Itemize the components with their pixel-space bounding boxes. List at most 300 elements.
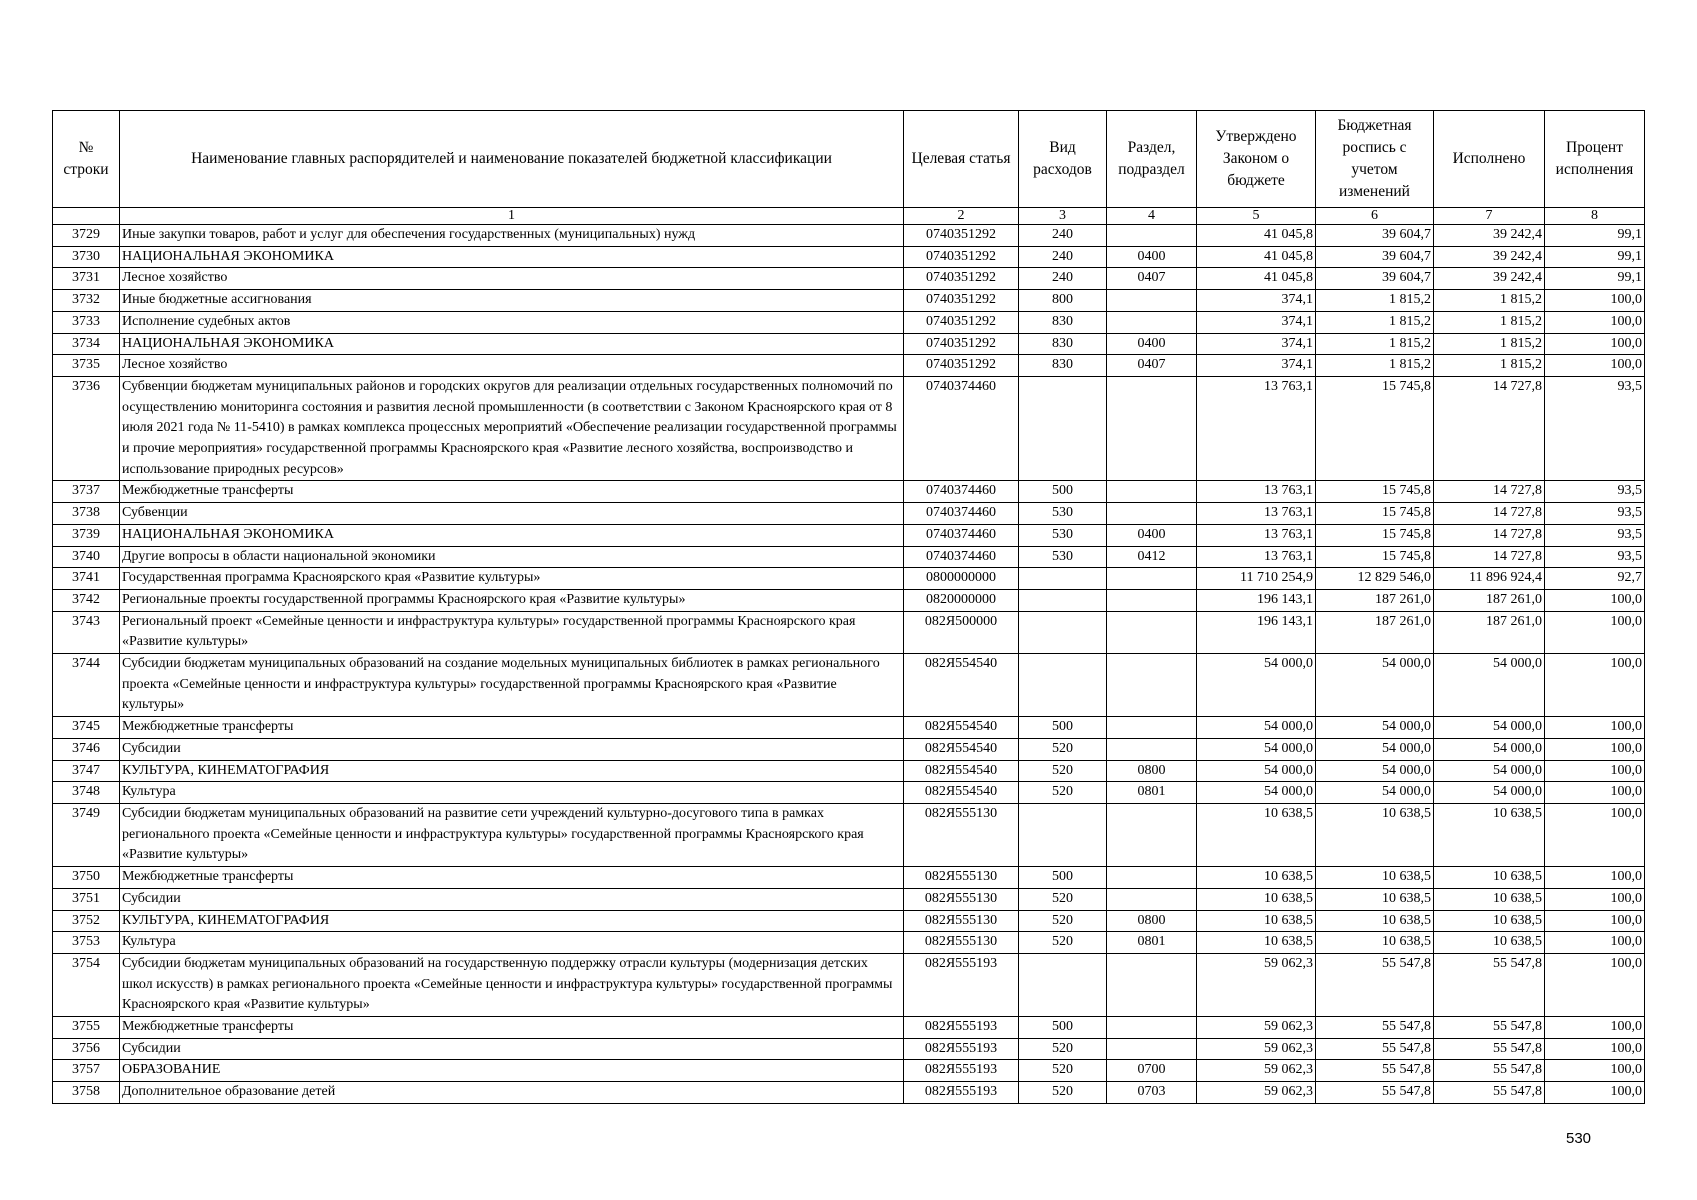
executed-value: 1 815,2 <box>1434 290 1545 312</box>
expense-type: 530 <box>1019 524 1107 546</box>
row-number: 3738 <box>53 503 120 525</box>
column-number: 1 <box>120 208 904 225</box>
table-row <box>53 611 1645 653</box>
row-name: НАЦИОНАЛЬНАЯ ЭКОНОМИКА <box>120 524 904 546</box>
section-code <box>1107 717 1197 739</box>
schedule-value: 10 638,5 <box>1316 910 1434 932</box>
percent-value: 100,0 <box>1545 953 1645 1016</box>
percent-value: 100,0 <box>1545 1060 1645 1082</box>
section-code <box>1107 803 1197 866</box>
row-name: Региональные проекты государственной программы Красноярского края «Развитие культуры» <box>120 589 904 611</box>
row-name: Культура <box>120 782 904 804</box>
percent-value: 100,0 <box>1545 782 1645 804</box>
percent-value: 100,0 <box>1545 290 1645 312</box>
table-row <box>53 355 1645 377</box>
table-row <box>53 311 1645 333</box>
schedule-value: 15 745,8 <box>1316 376 1434 481</box>
header-target-article: Целевая статья <box>904 111 1019 208</box>
section-code <box>1107 888 1197 910</box>
target-article: 0740374460 <box>904 503 1019 525</box>
target-article: 0740351292 <box>904 311 1019 333</box>
expense-type <box>1019 803 1107 866</box>
target-article: 082Я554540 <box>904 654 1019 717</box>
table-row <box>53 589 1645 611</box>
target-article: 082Я555130 <box>904 867 1019 889</box>
executed-value: 10 638,5 <box>1434 888 1545 910</box>
percent-value: 100,0 <box>1545 760 1645 782</box>
target-article: 082Я500000 <box>904 611 1019 653</box>
row-name: Региональный проект «Семейные ценности и инфраструктура культуры» государственной программы Красноярского края «Развитие культуры» <box>120 611 904 653</box>
header-section: Раздел, подраздел <box>1107 111 1197 208</box>
executed-value: 55 547,8 <box>1434 953 1545 1016</box>
section-code: 0400 <box>1107 333 1197 355</box>
percent-value: 100,0 <box>1545 311 1645 333</box>
expense-type: 800 <box>1019 290 1107 312</box>
row-name: Дополнительное образование детей <box>120 1082 904 1104</box>
row-number: 3739 <box>53 524 120 546</box>
expense-type: 520 <box>1019 760 1107 782</box>
section-code <box>1107 867 1197 889</box>
target-article: 0740374460 <box>904 546 1019 568</box>
column-number: 5 <box>1197 208 1316 225</box>
row-number: 3735 <box>53 355 120 377</box>
approved-value: 11 710 254,9 <box>1197 568 1316 590</box>
target-article: 082Я555193 <box>904 1017 1019 1039</box>
header-row-number: № строки <box>53 111 120 208</box>
row-name: Субсидии <box>120 1038 904 1060</box>
header-percent: Процент исполнения <box>1545 111 1645 208</box>
approved-value: 374,1 <box>1197 333 1316 355</box>
section-code <box>1107 953 1197 1016</box>
expense-type <box>1019 953 1107 1016</box>
target-article: 0740351292 <box>904 225 1019 247</box>
target-article: 0740374460 <box>904 376 1019 481</box>
target-article: 082Я555193 <box>904 1082 1019 1104</box>
expense-type: 240 <box>1019 268 1107 290</box>
row-name: Иные закупки товаров, работ и услуг для обеспечения государственных (муниципальных) нужд <box>120 225 904 247</box>
target-article: 082Я555193 <box>904 953 1019 1016</box>
approved-value: 374,1 <box>1197 311 1316 333</box>
table-row <box>53 803 1645 866</box>
percent-value: 99,1 <box>1545 225 1645 247</box>
row-number: 3749 <box>53 803 120 866</box>
row-number: 3753 <box>53 932 120 954</box>
section-code: 0801 <box>1107 782 1197 804</box>
schedule-value: 39 604,7 <box>1316 225 1434 247</box>
schedule-value: 55 547,8 <box>1316 1038 1434 1060</box>
row-name: Другие вопросы в области национальной экономики <box>120 546 904 568</box>
section-code <box>1107 611 1197 653</box>
row-number: 3734 <box>53 333 120 355</box>
approved-value: 10 638,5 <box>1197 803 1316 866</box>
percent-value: 100,0 <box>1545 654 1645 717</box>
percent-value: 99,1 <box>1545 246 1645 268</box>
row-name: КУЛЬТУРА, КИНЕМАТОГРАФИЯ <box>120 910 904 932</box>
table-row <box>53 888 1645 910</box>
row-number: 3756 <box>53 1038 120 1060</box>
executed-value: 54 000,0 <box>1434 760 1545 782</box>
table-row <box>53 867 1645 889</box>
approved-value: 59 062,3 <box>1197 1082 1316 1104</box>
section-code: 0407 <box>1107 268 1197 290</box>
table-row <box>53 225 1645 247</box>
table-row <box>53 717 1645 739</box>
table-row <box>53 953 1645 1016</box>
expense-type: 520 <box>1019 1082 1107 1104</box>
percent-value: 93,5 <box>1545 481 1645 503</box>
approved-value: 59 062,3 <box>1197 1038 1316 1060</box>
approved-value: 54 000,0 <box>1197 654 1316 717</box>
column-number: 3 <box>1019 208 1107 225</box>
column-number: 6 <box>1316 208 1434 225</box>
row-number: 3742 <box>53 589 120 611</box>
section-code <box>1107 225 1197 247</box>
table-row <box>53 654 1645 717</box>
schedule-value: 55 547,8 <box>1316 1017 1434 1039</box>
schedule-value: 54 000,0 <box>1316 717 1434 739</box>
row-number: 3746 <box>53 738 120 760</box>
table-row <box>53 333 1645 355</box>
schedule-value: 1 815,2 <box>1316 311 1434 333</box>
executed-value: 14 727,8 <box>1434 546 1545 568</box>
approved-value: 196 143,1 <box>1197 611 1316 653</box>
row-name: Межбюджетные трансферты <box>120 481 904 503</box>
expense-type <box>1019 654 1107 717</box>
column-number-empty <box>53 208 120 225</box>
expense-type: 240 <box>1019 225 1107 247</box>
table-header-row <box>53 111 1645 208</box>
schedule-value: 10 638,5 <box>1316 867 1434 889</box>
approved-value: 54 000,0 <box>1197 717 1316 739</box>
executed-value: 187 261,0 <box>1434 611 1545 653</box>
executed-value: 55 547,8 <box>1434 1060 1545 1082</box>
approved-value: 196 143,1 <box>1197 589 1316 611</box>
section-code <box>1107 738 1197 760</box>
table-row <box>53 1082 1645 1104</box>
approved-value: 10 638,5 <box>1197 932 1316 954</box>
row-name: Иные бюджетные ассигнования <box>120 290 904 312</box>
expense-type: 830 <box>1019 355 1107 377</box>
percent-value: 92,7 <box>1545 568 1645 590</box>
percent-value: 93,5 <box>1545 546 1645 568</box>
expense-type: 520 <box>1019 738 1107 760</box>
approved-value: 59 062,3 <box>1197 953 1316 1016</box>
row-number: 3743 <box>53 611 120 653</box>
section-code <box>1107 1038 1197 1060</box>
table-row <box>53 376 1645 481</box>
row-number: 3740 <box>53 546 120 568</box>
executed-value: 1 815,2 <box>1434 355 1545 377</box>
executed-value: 39 242,4 <box>1434 225 1545 247</box>
approved-value: 41 045,8 <box>1197 225 1316 247</box>
row-name: Исполнение судебных актов <box>120 311 904 333</box>
schedule-value: 15 745,8 <box>1316 524 1434 546</box>
section-code <box>1107 376 1197 481</box>
target-article: 0740374460 <box>904 481 1019 503</box>
schedule-value: 15 745,8 <box>1316 481 1434 503</box>
percent-value: 93,5 <box>1545 503 1645 525</box>
row-name: Субвенции <box>120 503 904 525</box>
executed-value: 39 242,4 <box>1434 268 1545 290</box>
table-row <box>53 290 1645 312</box>
section-code: 0800 <box>1107 760 1197 782</box>
target-article: 082Я555193 <box>904 1060 1019 1082</box>
percent-value: 100,0 <box>1545 611 1645 653</box>
executed-value: 10 638,5 <box>1434 867 1545 889</box>
table-row <box>53 481 1645 503</box>
section-code <box>1107 481 1197 503</box>
section-code: 0801 <box>1107 932 1197 954</box>
row-number: 3755 <box>53 1017 120 1039</box>
approved-value: 10 638,5 <box>1197 867 1316 889</box>
percent-value: 93,5 <box>1545 376 1645 481</box>
percent-value: 100,0 <box>1545 1082 1645 1104</box>
executed-value: 14 727,8 <box>1434 376 1545 481</box>
header-budget-schedule: Бюджетная роспись с учетом изменений <box>1316 111 1434 208</box>
expense-type: 500 <box>1019 1017 1107 1039</box>
target-article: 082Я555130 <box>904 888 1019 910</box>
row-number: 3736 <box>53 376 120 481</box>
row-number: 3757 <box>53 1060 120 1082</box>
approved-value: 59 062,3 <box>1197 1017 1316 1039</box>
row-name: Межбюджетные трансферты <box>120 717 904 739</box>
section-code <box>1107 311 1197 333</box>
target-article: 082Я555130 <box>904 932 1019 954</box>
target-article: 082Я555130 <box>904 803 1019 866</box>
row-number: 3751 <box>53 888 120 910</box>
executed-value: 55 547,8 <box>1434 1082 1545 1104</box>
percent-value: 100,0 <box>1545 803 1645 866</box>
column-number: 7 <box>1434 208 1545 225</box>
expense-type: 500 <box>1019 717 1107 739</box>
executed-value: 1 815,2 <box>1434 311 1545 333</box>
executed-value: 54 000,0 <box>1434 782 1545 804</box>
schedule-value: 54 000,0 <box>1316 738 1434 760</box>
percent-value: 99,1 <box>1545 268 1645 290</box>
section-code <box>1107 1017 1197 1039</box>
header-executed: Исполнено <box>1434 111 1545 208</box>
expense-type <box>1019 568 1107 590</box>
row-name: Лесное хозяйство <box>120 268 904 290</box>
expense-type: 500 <box>1019 867 1107 889</box>
row-number: 3754 <box>53 953 120 1016</box>
approved-value: 54 000,0 <box>1197 782 1316 804</box>
section-code: 0412 <box>1107 546 1197 568</box>
expense-type <box>1019 611 1107 653</box>
executed-value: 39 242,4 <box>1434 246 1545 268</box>
expense-type: 240 <box>1019 246 1107 268</box>
row-number: 3731 <box>53 268 120 290</box>
schedule-value: 10 638,5 <box>1316 932 1434 954</box>
target-article: 082Я554540 <box>904 782 1019 804</box>
table-row <box>53 503 1645 525</box>
row-name: Межбюджетные трансферты <box>120 1017 904 1039</box>
target-article: 0800000000 <box>904 568 1019 590</box>
executed-value: 54 000,0 <box>1434 738 1545 760</box>
expense-type: 830 <box>1019 311 1107 333</box>
target-article: 082Я554540 <box>904 717 1019 739</box>
table-row <box>53 268 1645 290</box>
row-number: 3750 <box>53 867 120 889</box>
approved-value: 13 763,1 <box>1197 503 1316 525</box>
section-code <box>1107 503 1197 525</box>
table-row <box>53 910 1645 932</box>
section-code: 0400 <box>1107 246 1197 268</box>
approved-value: 13 763,1 <box>1197 481 1316 503</box>
approved-value: 54 000,0 <box>1197 760 1316 782</box>
percent-value: 100,0 <box>1545 910 1645 932</box>
percent-value: 100,0 <box>1545 717 1645 739</box>
section-code: 0700 <box>1107 1060 1197 1082</box>
row-name: НАЦИОНАЛЬНАЯ ЭКОНОМИКА <box>120 246 904 268</box>
schedule-value: 10 638,5 <box>1316 803 1434 866</box>
executed-value: 55 547,8 <box>1434 1038 1545 1060</box>
approved-value: 13 763,1 <box>1197 524 1316 546</box>
target-article: 0740351292 <box>904 355 1019 377</box>
approved-value: 41 045,8 <box>1197 246 1316 268</box>
schedule-value: 187 261,0 <box>1316 611 1434 653</box>
row-number: 3748 <box>53 782 120 804</box>
row-number: 3747 <box>53 760 120 782</box>
section-code <box>1107 589 1197 611</box>
percent-value: 100,0 <box>1545 888 1645 910</box>
executed-value: 10 638,5 <box>1434 910 1545 932</box>
target-article: 0820000000 <box>904 589 1019 611</box>
executed-value: 10 638,5 <box>1434 803 1545 866</box>
executed-value: 14 727,8 <box>1434 524 1545 546</box>
executed-value: 54 000,0 <box>1434 654 1545 717</box>
expense-type: 500 <box>1019 481 1107 503</box>
row-name: ОБРАЗОВАНИЕ <box>120 1060 904 1082</box>
row-number: 3752 <box>53 910 120 932</box>
percent-value: 100,0 <box>1545 932 1645 954</box>
expense-type <box>1019 589 1107 611</box>
approved-value: 13 763,1 <box>1197 376 1316 481</box>
schedule-value: 54 000,0 <box>1316 782 1434 804</box>
schedule-value: 55 547,8 <box>1316 953 1434 1016</box>
section-code <box>1107 654 1197 717</box>
row-name: КУЛЬТУРА, КИНЕМАТОГРАФИЯ <box>120 760 904 782</box>
table-row <box>53 1017 1645 1039</box>
row-number: 3729 <box>53 225 120 247</box>
approved-value: 374,1 <box>1197 290 1316 312</box>
expense-type <box>1019 376 1107 481</box>
expense-type: 520 <box>1019 782 1107 804</box>
row-number: 3737 <box>53 481 120 503</box>
target-article: 0740351292 <box>904 246 1019 268</box>
schedule-value: 1 815,2 <box>1316 355 1434 377</box>
percent-value: 100,0 <box>1545 589 1645 611</box>
executed-value: 10 638,5 <box>1434 932 1545 954</box>
approved-value: 59 062,3 <box>1197 1060 1316 1082</box>
approved-value: 54 000,0 <box>1197 738 1316 760</box>
schedule-value: 55 547,8 <box>1316 1082 1434 1104</box>
approved-value: 41 045,8 <box>1197 268 1316 290</box>
row-name: НАЦИОНАЛЬНАЯ ЭКОНОМИКА <box>120 333 904 355</box>
percent-value: 100,0 <box>1545 1038 1645 1060</box>
schedule-value: 15 745,8 <box>1316 546 1434 568</box>
executed-value: 14 727,8 <box>1434 503 1545 525</box>
percent-value: 100,0 <box>1545 738 1645 760</box>
target-article: 082Я555193 <box>904 1038 1019 1060</box>
percent-value: 100,0 <box>1545 1017 1645 1039</box>
section-code: 0407 <box>1107 355 1197 377</box>
header-expense-type: Вид расходов <box>1019 111 1107 208</box>
table-row <box>53 738 1645 760</box>
section-code: 0400 <box>1107 524 1197 546</box>
target-article: 082Я555130 <box>904 910 1019 932</box>
expense-type: 520 <box>1019 888 1107 910</box>
row-number: 3733 <box>53 311 120 333</box>
section-code <box>1107 568 1197 590</box>
approved-value: 13 763,1 <box>1197 546 1316 568</box>
expense-type: 520 <box>1019 1060 1107 1082</box>
row-number: 3730 <box>53 246 120 268</box>
executed-value: 54 000,0 <box>1434 717 1545 739</box>
row-name: Субсидии бюджетам муниципальных образований на развитие сети учреждений культурно-досугового типа в рамках регионального проекта «Семейные ценности и инфраструктура культуры» государственной программы Красноярского края «Развитие культуры» <box>120 803 904 866</box>
expense-type: 520 <box>1019 910 1107 932</box>
table-row <box>53 932 1645 954</box>
section-code <box>1107 290 1197 312</box>
expense-type: 830 <box>1019 333 1107 355</box>
executed-value: 11 896 924,4 <box>1434 568 1545 590</box>
schedule-value: 1 815,2 <box>1316 333 1434 355</box>
column-number: 4 <box>1107 208 1197 225</box>
header-approved: Утверждено Законом о бюджете <box>1197 111 1316 208</box>
column-number-row <box>53 208 1645 225</box>
section-code: 0800 <box>1107 910 1197 932</box>
expense-type: 530 <box>1019 546 1107 568</box>
table-row <box>53 524 1645 546</box>
row-name: Субвенции бюджетам муниципальных районов и городских округов для реализации отдельных государственных полномочий по осуществлению мониторинга состояния и развития лесной промышленности (в соответствии с Законом Красноярского края от 8 июля 2021 года № 11-5410) в рамках комплекса процессных мероприятий «Обеспечение реализации государственной программы и прочие мероприятия» государственной программы Красноярского края «Развитие лесного хозяйства, воспроизводство и использование природных ресурсов» <box>120 376 904 481</box>
executed-value: 14 727,8 <box>1434 481 1545 503</box>
table-row <box>53 1038 1645 1060</box>
row-number: 3745 <box>53 717 120 739</box>
percent-value: 93,5 <box>1545 524 1645 546</box>
schedule-value: 54 000,0 <box>1316 760 1434 782</box>
budget-execution-table <box>52 110 1645 1104</box>
target-article: 0740351292 <box>904 333 1019 355</box>
schedule-value: 1 815,2 <box>1316 290 1434 312</box>
schedule-value: 15 745,8 <box>1316 503 1434 525</box>
approved-value: 10 638,5 <box>1197 910 1316 932</box>
row-name: Межбюджетные трансферты <box>120 867 904 889</box>
table-row <box>53 782 1645 804</box>
approved-value: 10 638,5 <box>1197 888 1316 910</box>
row-number: 3732 <box>53 290 120 312</box>
approved-value: 374,1 <box>1197 355 1316 377</box>
schedule-value: 10 638,5 <box>1316 888 1434 910</box>
row-name: Государственная программа Красноярского края «Развитие культуры» <box>120 568 904 590</box>
table-row <box>53 1060 1645 1082</box>
table-row <box>53 246 1645 268</box>
column-number: 2 <box>904 208 1019 225</box>
target-article: 082Я554540 <box>904 738 1019 760</box>
schedule-value: 12 829 546,0 <box>1316 568 1434 590</box>
table-row <box>53 546 1645 568</box>
table-row <box>53 760 1645 782</box>
target-article: 082Я554540 <box>904 760 1019 782</box>
schedule-value: 39 604,7 <box>1316 246 1434 268</box>
target-article: 0740351292 <box>904 268 1019 290</box>
row-number: 3758 <box>53 1082 120 1104</box>
executed-value: 55 547,8 <box>1434 1017 1545 1039</box>
expense-type: 530 <box>1019 503 1107 525</box>
schedule-value: 187 261,0 <box>1316 589 1434 611</box>
percent-value: 100,0 <box>1545 333 1645 355</box>
table-body <box>53 225 1645 1104</box>
schedule-value: 55 547,8 <box>1316 1060 1434 1082</box>
